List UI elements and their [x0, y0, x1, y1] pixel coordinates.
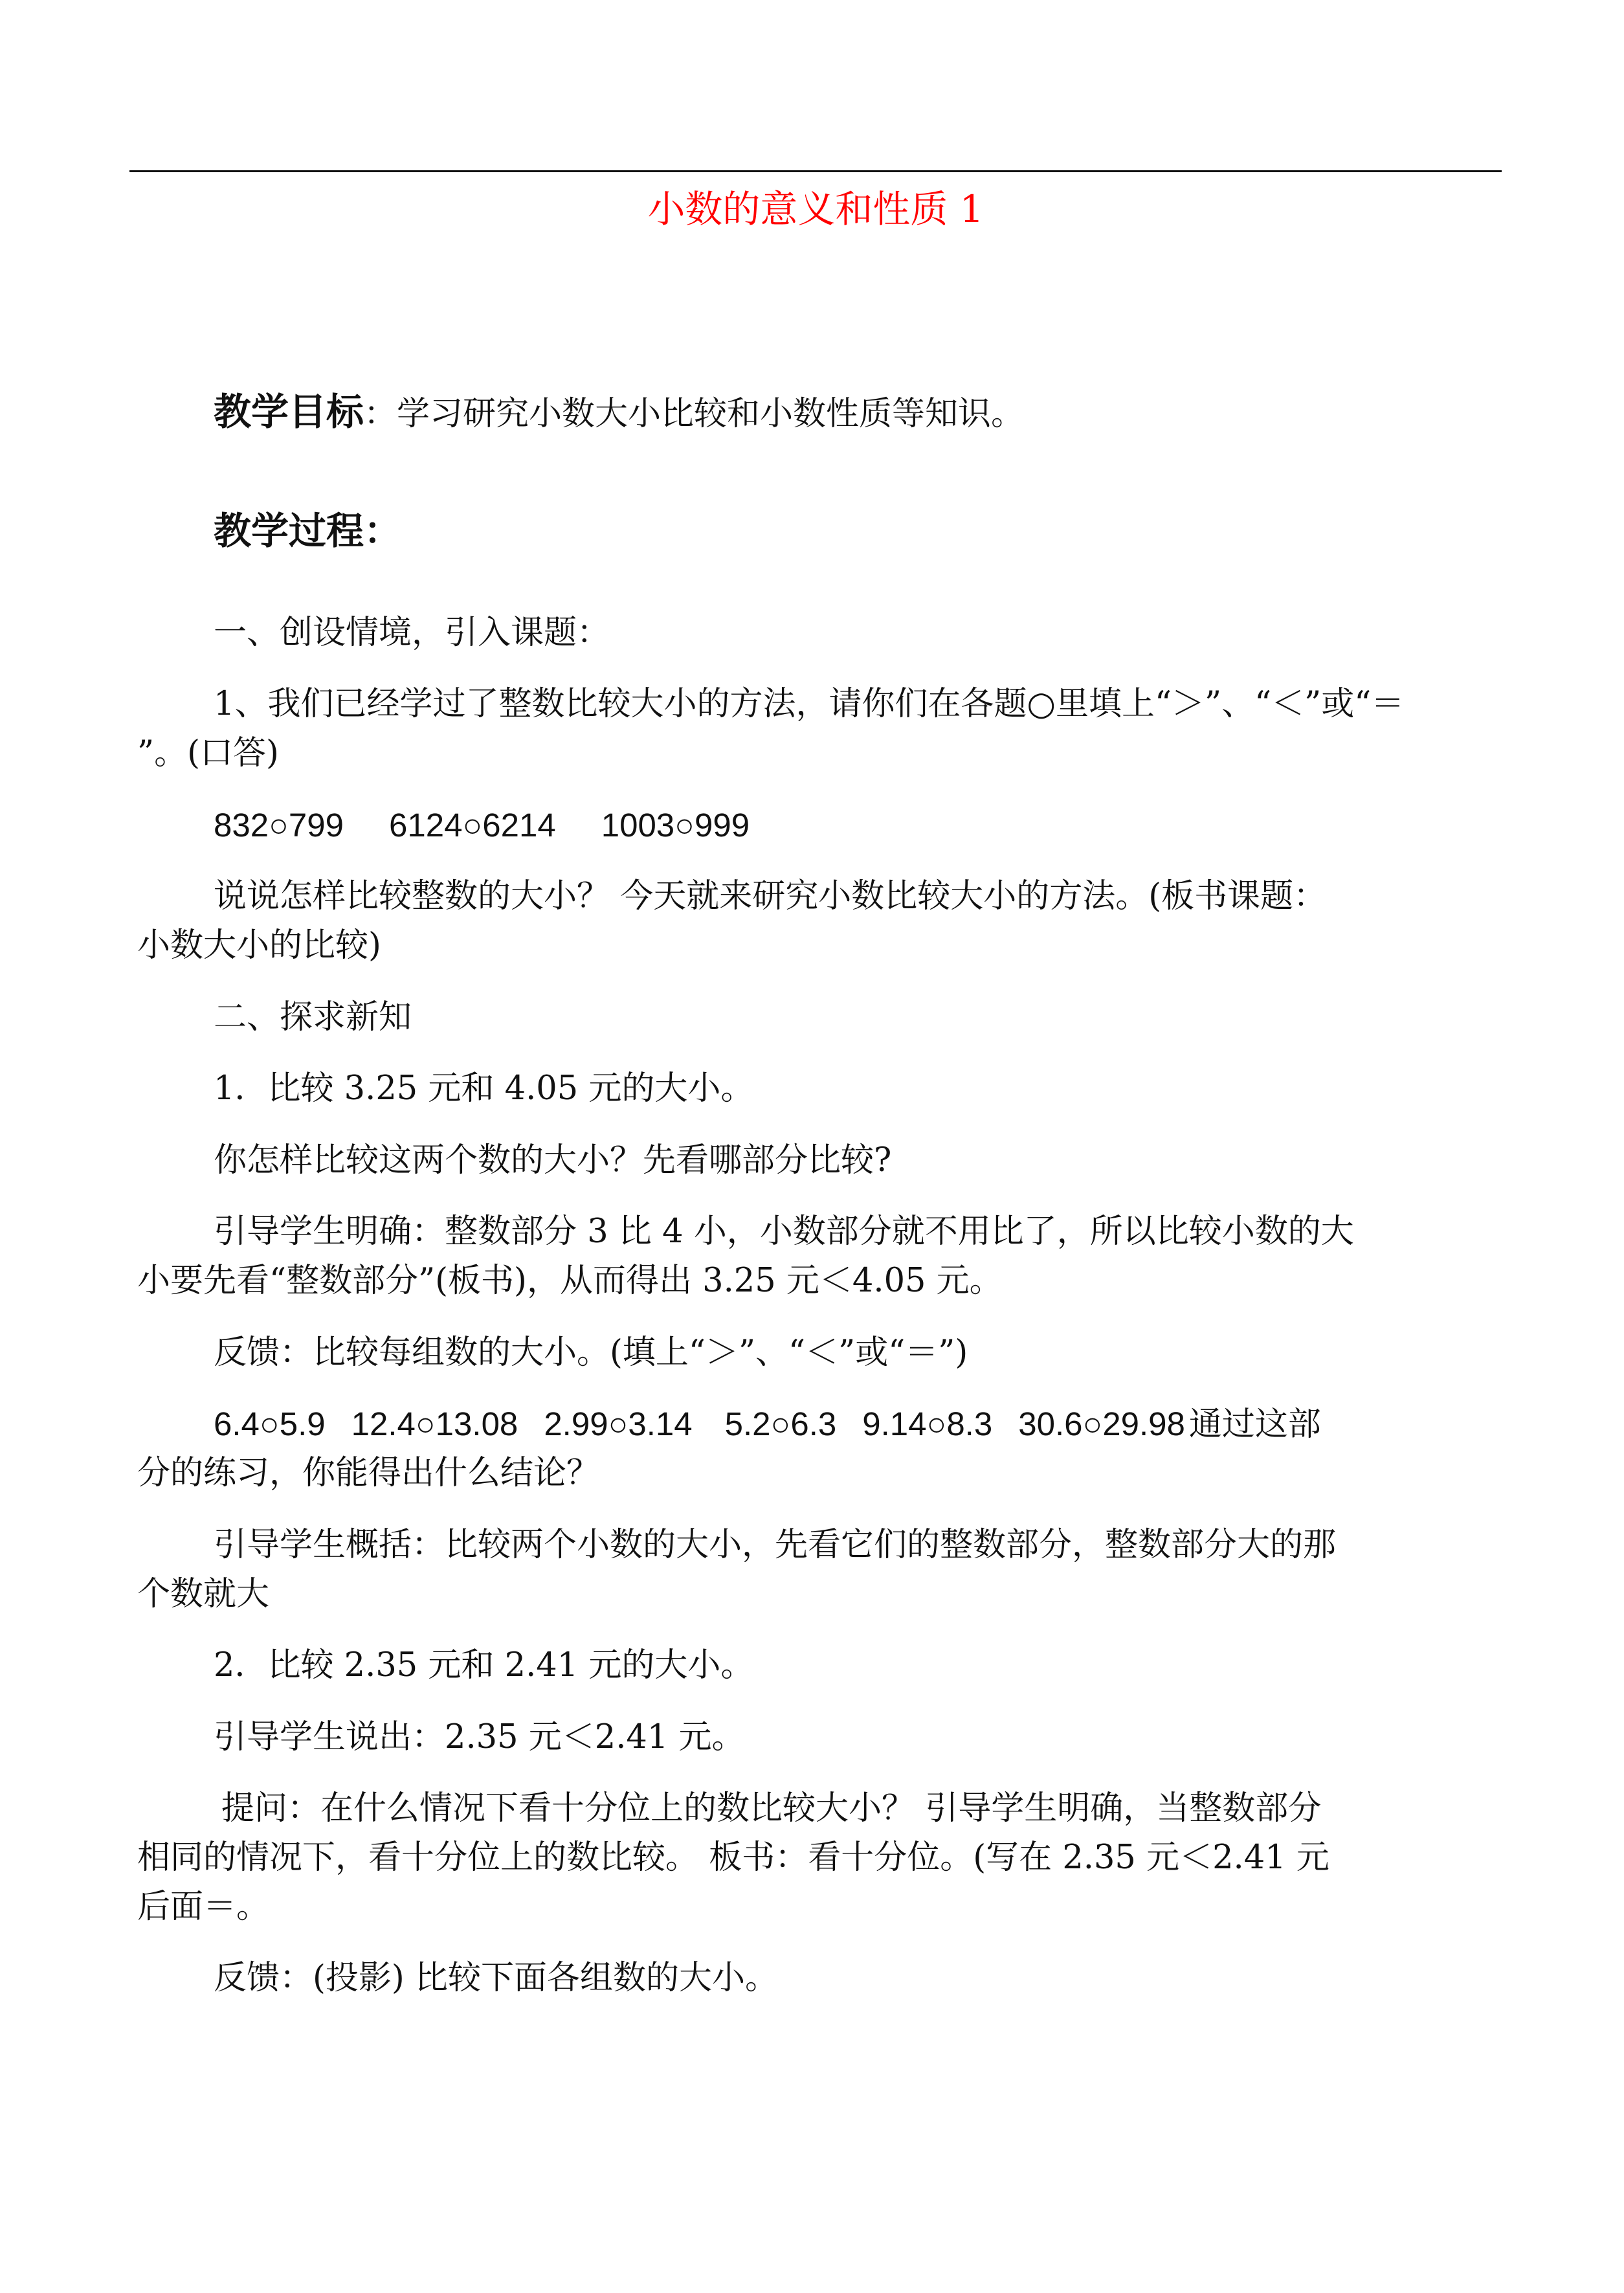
exercise-tail: 通过这部: [1188, 1405, 1321, 1444]
section-1-heading: 一、创设情境，引入课题：: [214, 614, 610, 652]
exercise-item: 9.14○8.3: [862, 1405, 993, 1442]
section-1-exercise: [137, 801, 1586, 850]
section-1-paragraph-1-line-2: ”。(口答): [137, 734, 279, 772]
section-2-guide-2: 引导学生说出：2.35 元＜2.41 元。: [214, 1718, 745, 1756]
section-2-summary-line-2: 个数就大: [137, 1575, 270, 1613]
section-2-ask-line-1: 提问：在什么情况下看十分位上的数比较大小？ 引导学生明确，当整数部分: [221, 1789, 1322, 1828]
exercise-item: 12.4○13.08: [351, 1405, 518, 1442]
section-2-exercise-2-line-1: [137, 1400, 1586, 1449]
teaching-goal-colon: ：: [364, 395, 397, 433]
exercise-item: 30.6○29.98: [1018, 1405, 1185, 1442]
section-2-guide-1-line-1: 引导学生明确：整数部分 3 比 4 小，小数部分就不用比了，所以比较小数的大: [214, 1213, 1354, 1251]
document-title: 小数的意义和性质 1: [647, 187, 984, 231]
section-2-guide-1-line-2: 小要先看“整数部分”(板书)，从而得出 3.25 元＜4.05 元。: [137, 1262, 1003, 1300]
section-2-summary-line-1: 引导学生概括：比较两个小数的大小，先看它们的整数部分，整数部分大的那: [214, 1526, 1337, 1564]
section-1-paragraph-2-line-1: 说说怎样比较整数的大小？ 今天就来研究小数比较大小的方法。(板书课题：: [214, 877, 1327, 915]
teaching-goal-text: 学习研究小数大小比较和小数性质等知识。: [397, 395, 1025, 433]
section-1-paragraph-1-line-1: 1、我们已经学过了整数比较大小的方法，请你们在各题○里填上“＞”、“＜”或“＝: [214, 685, 1405, 723]
exercise-item: 832○799: [214, 807, 344, 844]
exercise-item: 5.2○6.3: [724, 1405, 837, 1442]
exercise-item: 6124○6214: [389, 807, 556, 844]
section-2-item-1: 1．比较 3.25 元和 4.05 元的大小。: [214, 1069, 754, 1108]
teaching-process-heading: 教学过程：: [214, 509, 402, 553]
section-2-ask-line-3: 后面＝。: [137, 1888, 270, 1926]
exercise-item: 6.4○5.9: [214, 1405, 326, 1442]
section-2-heading: 二、探求新知: [214, 998, 412, 1036]
section-1-paragraph-2-line-2: 小数大小的比较): [137, 926, 381, 965]
exercise-item: 1003○999: [601, 807, 750, 844]
section-2-feedback-2: 反馈：(投影) 比较下面各组数的大小。: [214, 1959, 779, 1997]
section-2-question-1: 你怎样比较这两个数的大小？先看哪部分比较?: [214, 1141, 892, 1180]
section-2-exercise-2-line-2: 分的练习，你能得出什么结论？: [137, 1454, 600, 1492]
exercise-item: 2.99○3.14: [544, 1405, 693, 1442]
section-2-ask-line-2: 相同的情况下，看十分位上的数比较。 板书：看十分位。(写在 2.35 元＜2.41 元: [137, 1839, 1329, 1877]
header-rule: [129, 170, 1502, 172]
section-2-feedback-1: 反馈：比较每组数的大小。(填上“＞”、“＜”或“＝”): [214, 1334, 968, 1372]
teaching-goal: [214, 386, 1024, 440]
section-2-item-2: 2．比较 2.35 元和 2.41 元的大小。: [214, 1646, 754, 1684]
teaching-goal-label: 教学目标: [214, 390, 364, 434]
